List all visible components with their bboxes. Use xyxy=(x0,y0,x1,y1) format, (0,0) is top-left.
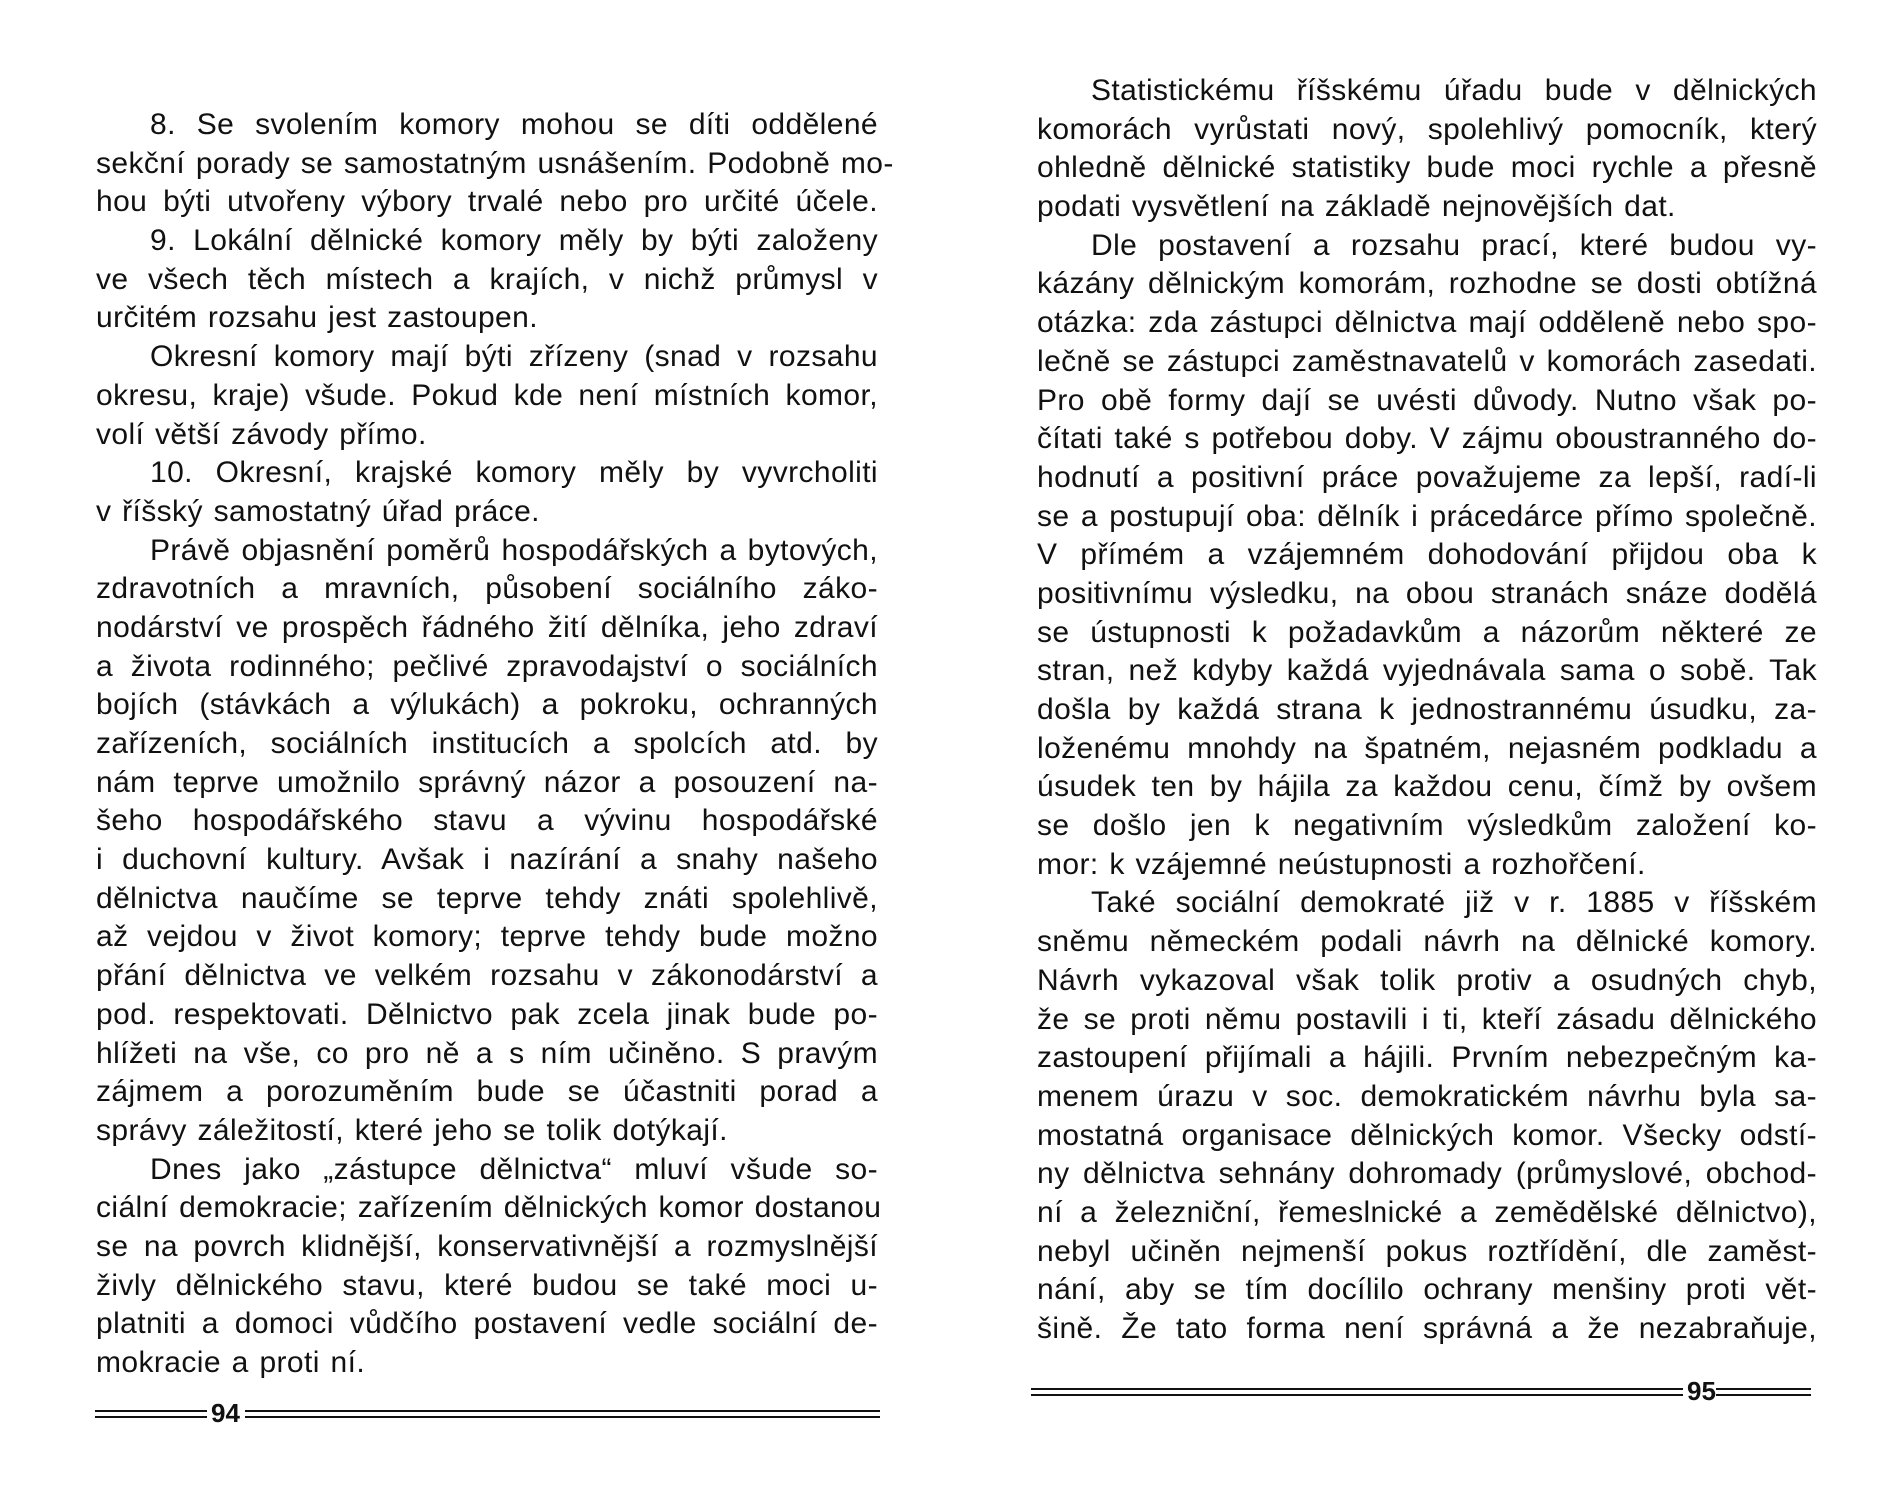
text-line: bojích (stávkách a výlukách) a pokroku, ochranných xyxy=(96,688,878,722)
text-line: došla by každá strana k jednostrannému úsudku, za- xyxy=(1037,693,1817,726)
text-line: se na povrch klidnější, konservativnější a rozmyslnější xyxy=(96,1229,878,1263)
text-line: úsudek ten by hájila za každou cenu, čímž by ovšem xyxy=(1037,770,1817,804)
text-line: dělnictva naučíme se teprve tehdy znáti spolehlivě, xyxy=(96,881,878,915)
page-number: 94 xyxy=(211,1398,240,1428)
text-line: lečně se zástupci zaměstnavatelů v komorách zasedati. xyxy=(1037,344,1817,378)
text-line: 9. Lokální dělnické komory měly by býti založeny xyxy=(150,224,878,258)
text-line: v říšský samostatný úřad práce. xyxy=(96,494,540,528)
text-line: živly dělnického stavu, které budou se také moci u- xyxy=(96,1268,878,1302)
text-line: nání, aby se tím docílilo ochrany menšiny proti vět- xyxy=(1037,1273,1817,1307)
text-line: podati vysvětlení na základě nejnovějších dat. xyxy=(1037,190,1676,224)
left-page-footer xyxy=(95,1398,880,1428)
text-line: Okresní komory mají býti zřízeny (snad v rozsahu xyxy=(150,340,878,374)
text-line: Statistickému říšskému úřadu bude v dělnických xyxy=(1091,74,1817,107)
text-line: sněmu německém podali návrh na dělnické komory. xyxy=(1037,925,1817,959)
text-line: že se proti němu postavili i ti, kteří zásadu dělnického xyxy=(1037,1002,1817,1036)
text-line: zastoupení přijímali a hájili. Prvním nebezpečným ka- xyxy=(1037,1041,1817,1075)
text-line: Návrh vykazoval však tolik protiv a osudných chyb, xyxy=(1037,963,1817,997)
text-line: kázány dělnickým komorám, rozhodne se dosti obtížná xyxy=(1037,267,1817,301)
text-line: přání dělnictva ve velkém rozsahu v zákonodárství a xyxy=(96,959,878,993)
footer-rule xyxy=(1716,1388,1811,1396)
text-line: stran, než kdyby každá vyjednávala sama o sobě. Tak xyxy=(1037,654,1817,688)
text-line: se a postupují oba: dělník i prácedárce přímo společně. xyxy=(1037,499,1817,533)
text-line: a života rodinného; pečlivé zpravodajství o sociálních xyxy=(96,649,878,683)
footer-rule xyxy=(95,1410,207,1418)
text-line: i duchovní kultury. Avšak i nazírání a snahy našeho xyxy=(96,843,878,877)
footer-rule xyxy=(245,1410,880,1418)
text-line: ny dělnictva sehnány dohromady (průmyslové, obchod- xyxy=(1037,1157,1817,1191)
text-line: pod. respektovati. Dělnictvo pak zcela jinak bude po- xyxy=(96,997,878,1031)
text-line: hlížeti na vše, co pro ně a s ním učiněno. S pravým xyxy=(96,1036,878,1070)
right-page-footer xyxy=(1031,1376,1811,1406)
left-page-text xyxy=(96,106,894,1383)
text-line: hodnutí a positivní práce považujeme za lepší, radí-li xyxy=(1037,460,1817,494)
text-line: mor: k vzájemné neústupnosti a rozhořčení. xyxy=(1037,847,1646,881)
text-line: zdravotních a mravních, působení sociálního záko- xyxy=(96,572,878,606)
text-line: 8. Se svolením komory mohou se díti oddělené xyxy=(150,108,878,141)
text-line: Také sociální demokraté již v r. 1885 v říšském xyxy=(1091,886,1817,920)
right-page xyxy=(944,0,1888,1500)
text-line: šině. Že tato forma není správná a že nezabraňuje, xyxy=(1037,1312,1817,1345)
text-line: Dle postavení a rozsahu prací, které budou vy- xyxy=(1091,228,1817,262)
text-line: komorách vyrůstati nový, spolehlivý pomocník, který xyxy=(1037,112,1817,146)
text-line: nám teprve umožnilo správný názor a posouzení na- xyxy=(96,765,878,799)
text-line: Pro obě formy dají se uvésti důvody. Nutno však po- xyxy=(1037,383,1817,417)
text-line: Právě objasnění poměrů hospodářských a bytových, xyxy=(150,533,878,567)
text-line: mostatná organisace dělnických komor. Všecky odstí- xyxy=(1037,1118,1817,1152)
text-line: hou býti utvořeny výbory trvalé nebo pro určité účele. xyxy=(96,185,878,219)
text-line: se došlo jen k negativním výsledkům založení ko- xyxy=(1037,809,1817,843)
text-line: positivnímu výsledku, na obou stranách snáze dodělá xyxy=(1037,576,1817,610)
text-line: čítati také s potřebou doby. V zájmu oboustranného do- xyxy=(1037,422,1817,456)
text-line: správy záležitostí, které jeho se tolik dotýkají. xyxy=(96,1113,728,1147)
footer-rule xyxy=(1031,1388,1683,1396)
text-line: nebyl učiněn nejmenší pokus roztřídění, dle zaměst- xyxy=(1037,1234,1817,1268)
text-line: sekční porady se samostatným usnášením. Podobně mo- xyxy=(96,146,894,180)
text-line: mokracie a proti ní. xyxy=(96,1346,366,1379)
text-line: loženému mnohdy na špatném, nejasném podkladu a xyxy=(1037,731,1817,765)
text-line: ní a železniční, řemeslnické a zemědělské dělnictvo), xyxy=(1037,1195,1817,1229)
text-line: Dnes jako „zástupce dělnictva“ mluví všude so- xyxy=(150,1152,878,1186)
right-page-text xyxy=(1037,72,1817,1349)
text-line: zařízeních, sociálních institucích a spolcích atd. by xyxy=(96,727,878,760)
text-line: určitém rozsahu jest zastoupen. xyxy=(96,301,538,335)
text-line: ohledně dělnické statistiky bude moci rychle a přesně xyxy=(1037,151,1817,185)
text-line: až vejdou v život komory; teprve tehdy bude možno xyxy=(96,920,878,954)
text-line: V přímém a vzájemném dohodování přijdou oba k xyxy=(1037,538,1817,572)
text-line: zájmem a porozuměním bude se účastniti porad a xyxy=(96,1075,878,1109)
page-number: 95 xyxy=(1687,1376,1716,1406)
text-line: ve všech těch místech a krajích, v nichž průmysl v xyxy=(96,262,878,296)
text-line: menem úrazu v soc. demokratickém návrhu byla sa- xyxy=(1037,1079,1817,1113)
text-line: 10. Okresní, krajské komory měly by vyvrcholiti xyxy=(150,456,878,490)
text-line: ciální demokracie; zařízením dělnických komor dostanou xyxy=(96,1191,882,1225)
text-line: platniti a domoci vůdčího postavení vedle sociální de- xyxy=(96,1307,878,1341)
text-line: se ústupnosti k požadavkům a názorům některé ze xyxy=(1037,615,1817,649)
text-line: volí větší závody přímo. xyxy=(96,417,427,451)
text-line: otázka: zda zástupci dělnictva mají odděleně nebo spo- xyxy=(1037,306,1817,340)
text-line: nodárství ve prospěch řádného žití dělníka, jeho zdraví xyxy=(96,610,878,644)
text-line: šeho hospodářského stavu a vývinu hospodářské xyxy=(96,804,878,838)
text-line: okresu, kraje) všude. Pokud kde není místních komor, xyxy=(96,378,878,412)
